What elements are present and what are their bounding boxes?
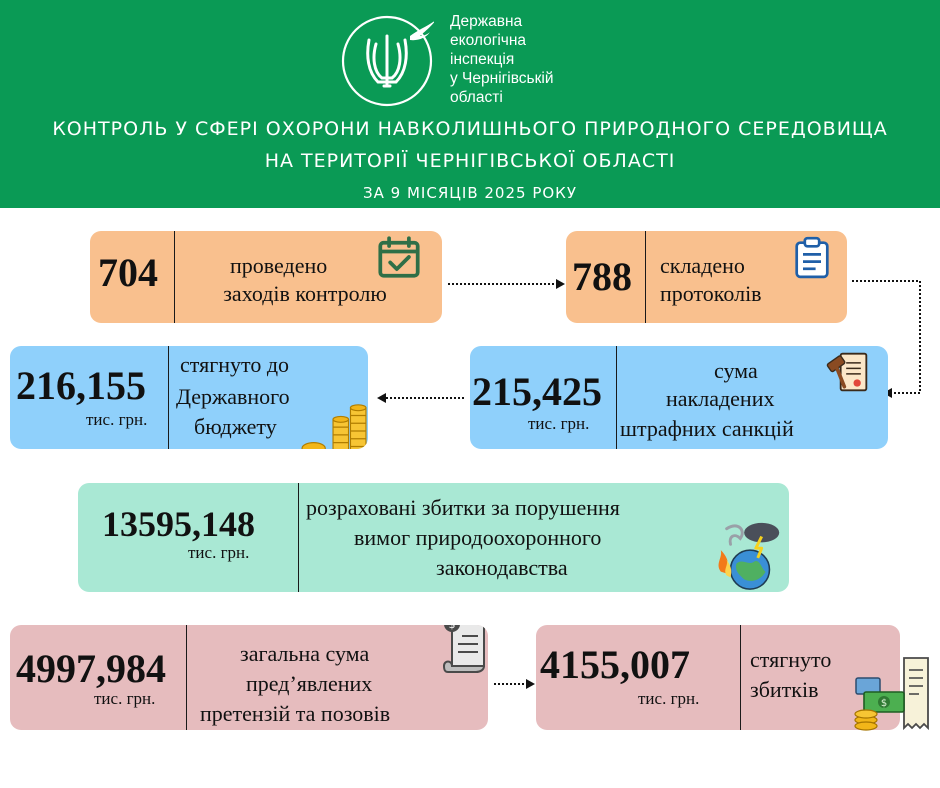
svg-text:$: $ (880, 698, 888, 709)
card-divider (740, 625, 741, 730)
claims-total-value: 4997,984 (16, 646, 166, 691)
inspections-value: 704 (98, 250, 158, 295)
flow-arrow-left (374, 391, 466, 405)
collected-budget-desc-line1: стягнуто до (180, 352, 290, 377)
page-title-line1: КОНТРОЛЬ У СФЕРІ ОХОРОНИ НАВКОЛИШНЬОГО ПРИРОДНОГО СЕРЕДОВИЩА (52, 118, 888, 140)
card-fines-imposed (470, 346, 888, 449)
flow-arrow-right (492, 677, 536, 691)
fines-imposed-desc-line2: накладених (666, 386, 775, 411)
money-receipt-icon (852, 656, 932, 732)
protocols-value: 788 (572, 254, 632, 299)
card-collected-budget (10, 346, 368, 449)
trident-emblem-icon (340, 14, 434, 108)
collected-budget-unit: тис. грн. (86, 410, 148, 429)
claims-total-desc-line2: пред’явлених (246, 671, 373, 696)
collected-budget-desc-line3: бюджету (194, 414, 277, 439)
card-damages-collected (536, 625, 900, 730)
card-divider (186, 625, 187, 730)
damages-calculated-desc-line2: вимог природоохоронного (354, 525, 602, 550)
card-divider (645, 231, 646, 323)
clipboard-icon (794, 233, 830, 283)
fines-imposed-desc-line1: сума (714, 358, 758, 383)
collected-budget-desc-line2: Державного (176, 384, 290, 409)
card-protocols (566, 231, 847, 323)
protocols-desc-line2: протоколів (660, 281, 762, 306)
inspections-desc-line2: заходів контролю (223, 281, 387, 306)
damages-collected-value: 4155,007 (540, 642, 690, 687)
page-title-line2: НА ТЕРИТОРІЇ ЧЕРНІГІВСЬКОЇ ОБЛАСТІ (264, 150, 676, 172)
org-line: екологічна (450, 32, 527, 49)
inspections-desc-line1: проведено (230, 253, 328, 278)
coins-icon (300, 400, 368, 449)
damages-calculated-value: 13595,148 (102, 504, 255, 544)
earth-disaster-icon (712, 519, 788, 592)
card-inspections (90, 231, 442, 323)
calendar-check-icon (377, 235, 421, 279)
organization-name (450, 12, 554, 107)
invoice-scroll-icon (438, 618, 488, 673)
org-line: інспекція (450, 51, 515, 68)
svg-text:$: $ (448, 618, 456, 631)
damages-collected-desc-line1: стягнуто (750, 647, 832, 672)
header-banner (0, 0, 940, 208)
damages-collected-unit: тис. грн. (638, 689, 700, 708)
page-subtitle-period: ЗА 9 МІСЯЦІВ 2025 РОКУ (363, 184, 577, 202)
claims-total-desc-line1: загальна сума (240, 641, 370, 666)
flow-arrow-right (446, 277, 566, 291)
gavel-document-icon (826, 348, 870, 396)
card-damages-calculated (78, 483, 789, 592)
damages-collected-desc-line2: збитків (750, 677, 819, 702)
org-line: області (450, 89, 503, 106)
damages-calculated-unit: тис. грн. (188, 543, 250, 562)
collected-budget-value: 216,155 (16, 363, 146, 408)
card-divider (174, 231, 175, 323)
card-divider (616, 346, 617, 449)
protocols-desc-line1: складено (660, 253, 745, 278)
damages-calculated-desc-line3: законодавства (436, 555, 568, 580)
fines-imposed-desc-line3: штрафних санкцій (620, 416, 794, 441)
org-line: Державна (450, 13, 523, 30)
fines-imposed-value: 215,425 (472, 369, 602, 414)
org-line: у Чернігівській (450, 70, 554, 87)
card-divider (298, 483, 299, 592)
damages-calculated-desc-line1: розраховані збитки за порушення (306, 495, 620, 520)
claims-total-unit: тис. грн. (94, 689, 156, 708)
card-divider (168, 346, 169, 449)
claims-total-desc-line3: претензій та позовів (200, 701, 391, 726)
card-claims-total (10, 618, 488, 730)
fines-imposed-unit: тис. грн. (528, 414, 590, 433)
